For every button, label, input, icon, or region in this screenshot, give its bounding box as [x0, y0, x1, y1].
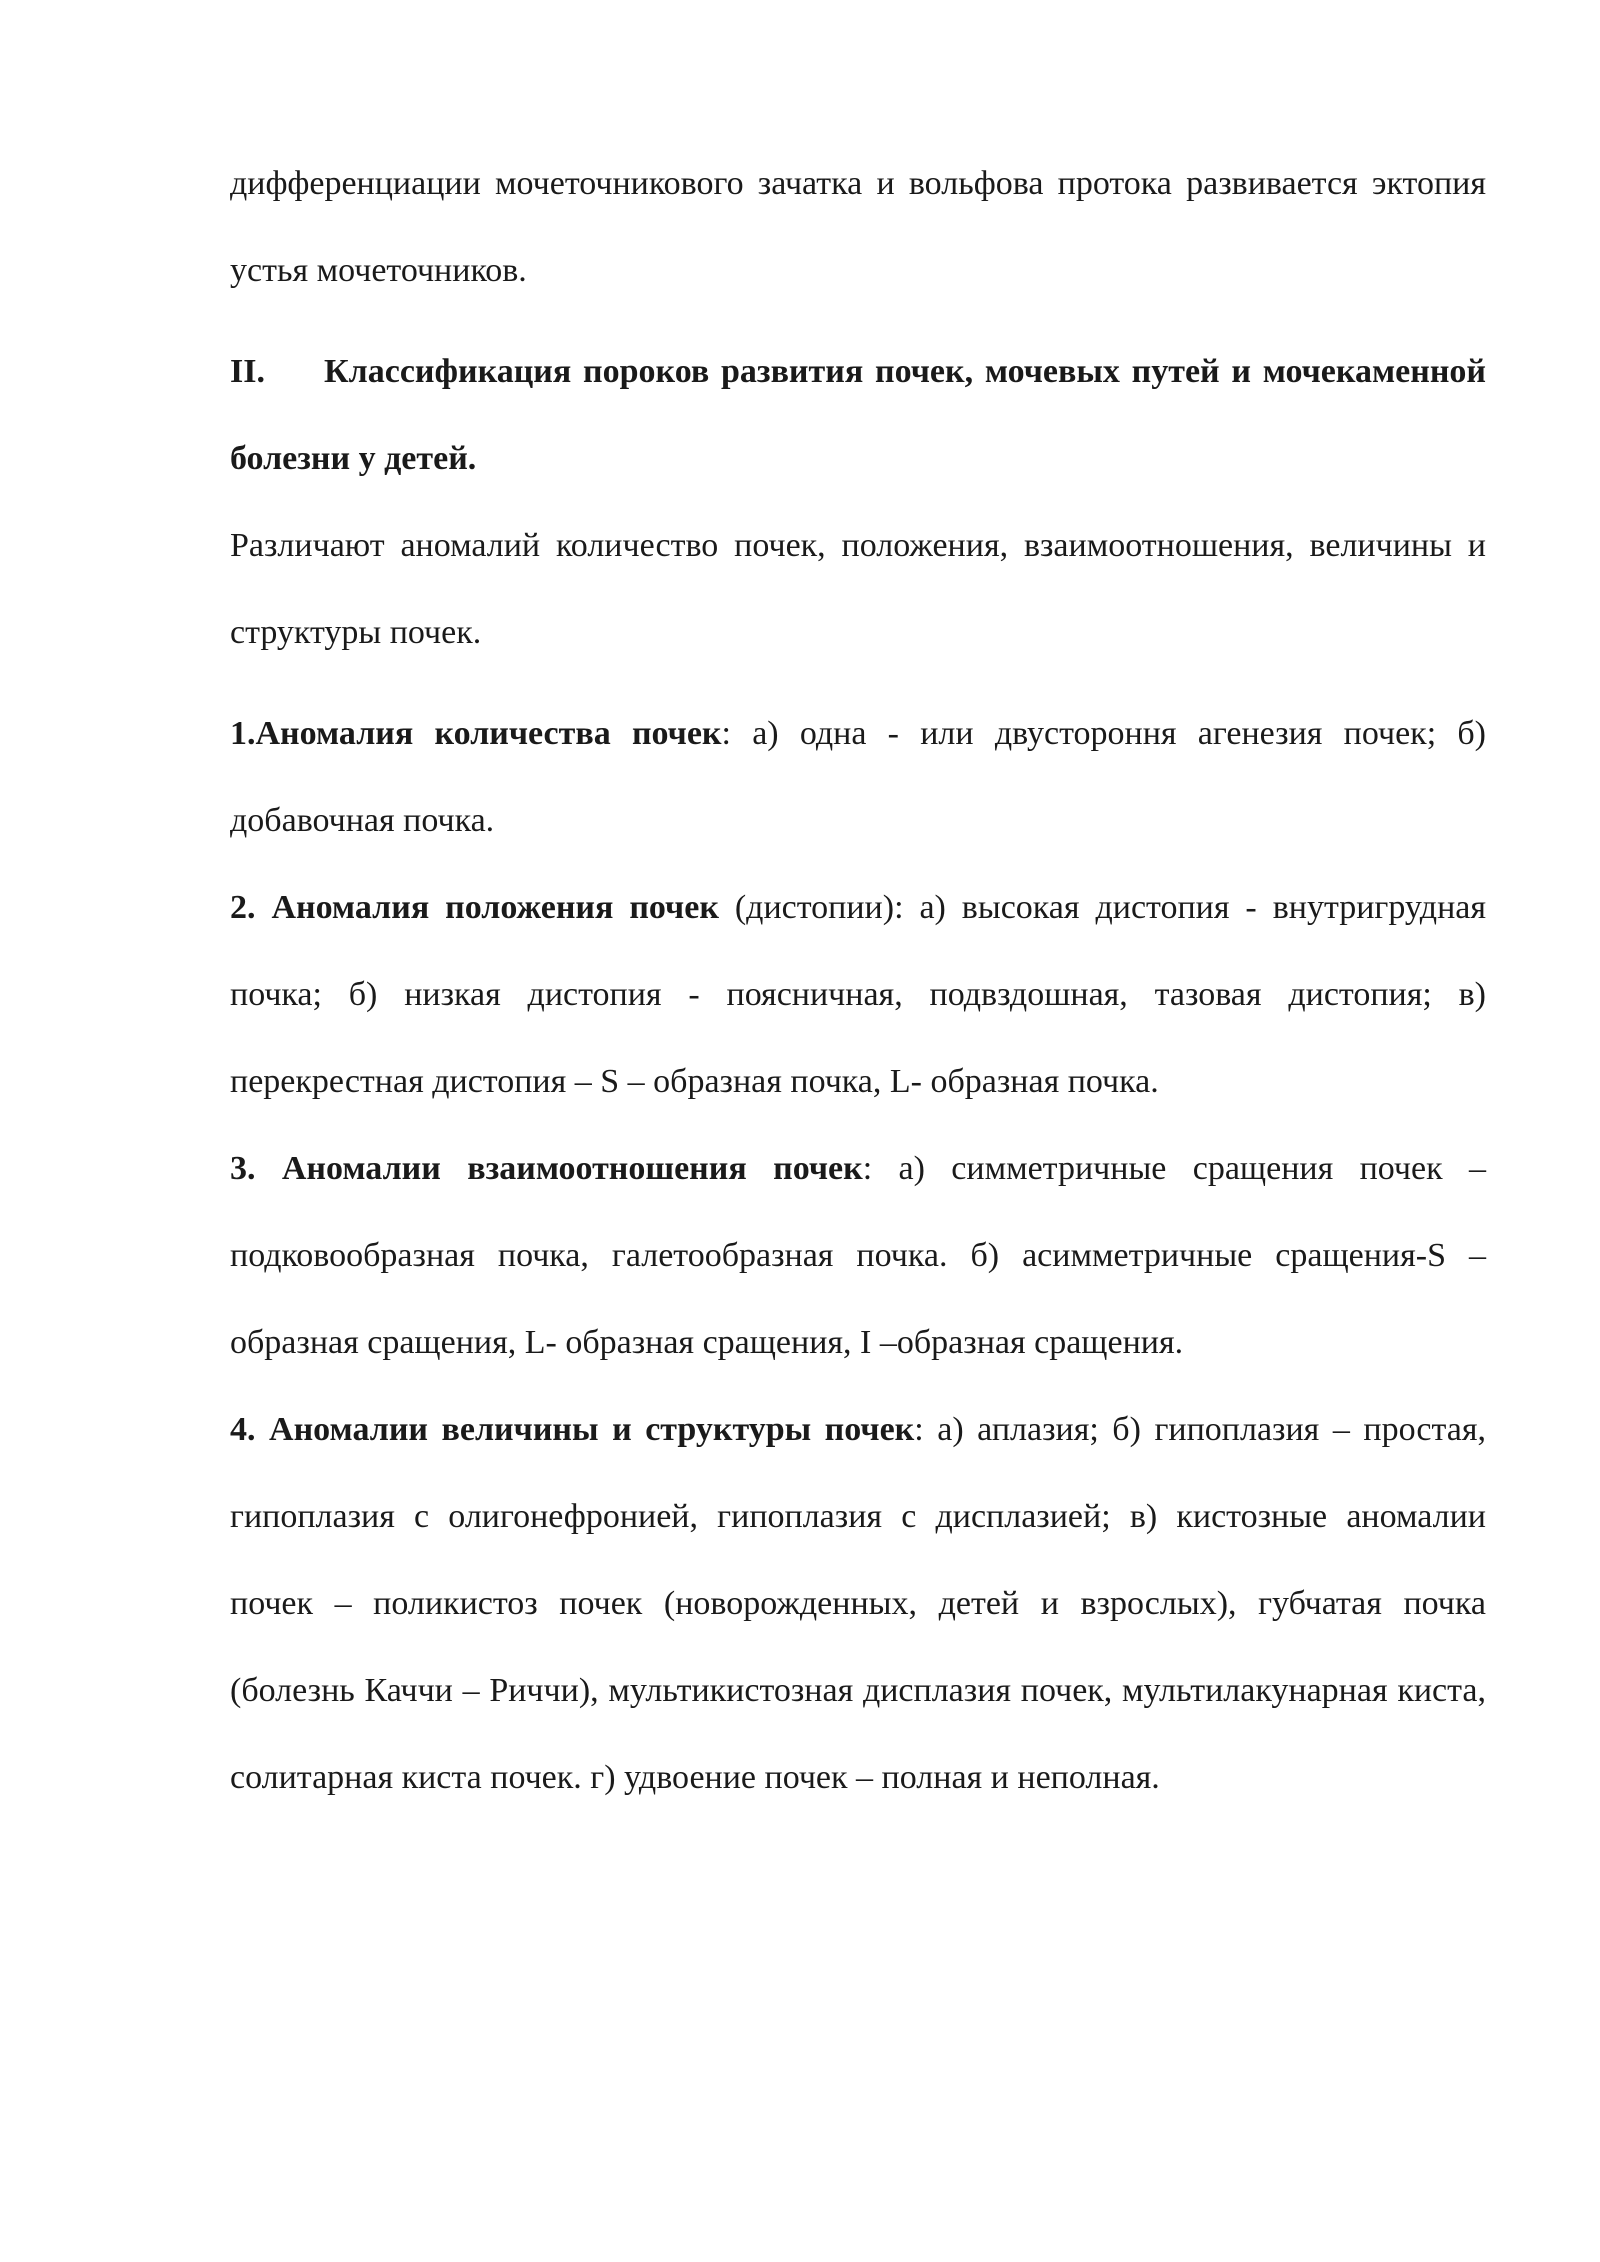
item-3-text: : а) симметричные сращения почек – подковообразная почка, галетообразная почка. б) асимметричные сращения-S – образная сращения, L- образная сращения, I –образная сращения.: [230, 1150, 1486, 1361]
item-2-title: 2. Аномалия положения почек: [230, 889, 719, 926]
item-4-text: : а) аплазия; б) гипоплазия – простая, гипоплазия с олигонефронией, гипоплазия с дисплазией; в) кистозные аномалии почек – поликистоз почек (новорожденных, детей и взрослых), губчатая почка (болезнь Каччи – Риччи), мультикистозная дисплазия почек, мультилакунарная киста, солитарная киста почек. г) удвоение почек – полная и неполная.: [230, 1411, 1487, 1796]
section-number: II.: [230, 353, 265, 390]
item-1-text: : а) одна - или двустороння агенезия почек; б) добавочная почка.: [230, 715, 1486, 839]
item-2-text: (дистопии): а) высокая дистопия - внутригрудная почка; б) низкая дистопия - поясничная, подвздошная, тазовая дистопия; в) перекрестная дистопия – S – образная почка, L- образная почка.: [230, 889, 1486, 1100]
item-3-paragraph: [230, 1125, 1486, 1386]
item-1-title: 1.Аномалия количества почек: [230, 715, 722, 752]
item-3-title: 3. Аномалии взаимоотношения почек: [230, 1150, 863, 1187]
item-4-title: 4. Аномалии величины и структуры почек: [230, 1411, 915, 1448]
section-heading: [230, 328, 1486, 502]
document-page: [230, 140, 1486, 1821]
item-2-paragraph: [230, 864, 1486, 1125]
intro-paragraph: дифференциации мочеточникового зачатка и вольфова протока развивается эктопия устья мочеточников.: [230, 165, 1486, 289]
item-4-paragraph: [230, 1386, 1486, 1821]
general-paragraph: Различают аномалий количество почек, положения, взаимоотношения, величины и структуры почек.: [230, 527, 1486, 651]
item-1-paragraph: [230, 690, 1486, 864]
section-title: Классификация пороков развития почек, мочевых путей и мочекаменной болезни у детей.: [230, 353, 1486, 477]
